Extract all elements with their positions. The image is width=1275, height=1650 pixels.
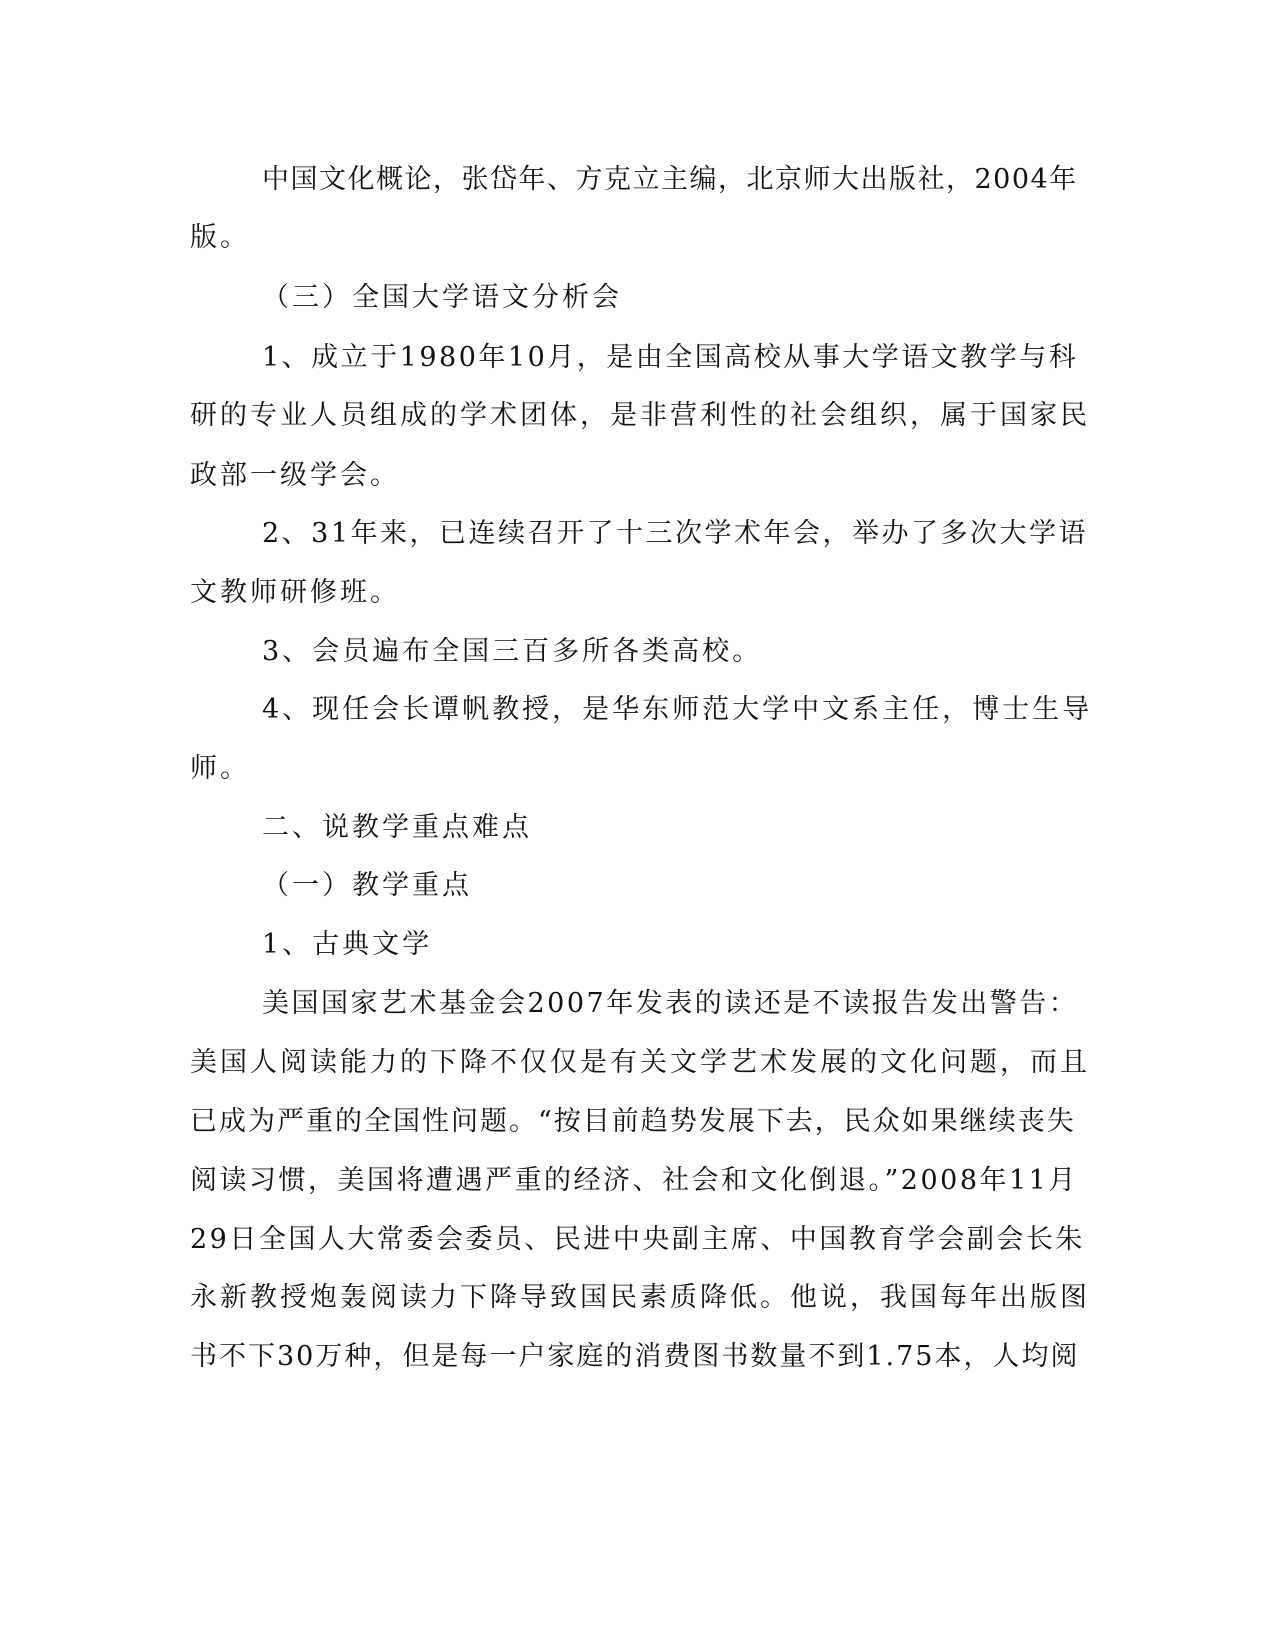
section-heading: 1、古典文学 bbox=[262, 929, 433, 960]
paragraph-line: 政部一级学会。 bbox=[190, 460, 400, 491]
section-heading: 二、说教学重点难点 bbox=[262, 812, 532, 843]
paragraph-line: 研的专业人员组成的学术团体，是非营利性的社会组织，属于国家民 bbox=[190, 400, 1090, 431]
paragraph-line: 4、现任会长谭帆教授，是华东师范大学中文系主任，博士生导 bbox=[262, 694, 1093, 725]
paragraph-line: 1、成立于1980年10月，是由全国高校从事大学语文教学与科 bbox=[262, 342, 1079, 373]
paragraph-line: 书不下30万种，但是每一户家庭的消费图书数量不到1.75本，人均阅 bbox=[190, 1341, 1080, 1372]
paragraph-line: 3、会员遍布全国三百多所各类高校。 bbox=[262, 636, 763, 667]
paragraph-line: 中国文化概论，张岱年、方克立主编，北京师大出版社，2004年 bbox=[262, 164, 1078, 195]
paragraph-line: 文教师研修班。 bbox=[190, 577, 400, 608]
section-heading: （三）全国大学语文分析会 bbox=[262, 282, 622, 313]
paragraph-line: 版。 bbox=[190, 222, 250, 253]
paragraph-line: 29日全国人大常委会委员、民进中央副主席、中国教育学会副会长朱 bbox=[190, 1224, 1085, 1255]
section-heading: （一）教学重点 bbox=[262, 870, 472, 901]
paragraph-line: 师。 bbox=[190, 753, 250, 784]
paragraph-line: 美国人阅读能力的下降不仅仅是有关文学艺术发展的文化问题，而且 bbox=[190, 1047, 1090, 1078]
paragraph-line: 永新教授炮轰阅读力下降导致国民素质降低。他说，我国每年出版图 bbox=[190, 1282, 1090, 1313]
paragraph-line: 美国国家艺术基金会2007年发表的读还是不读报告发出警告： bbox=[262, 988, 1079, 1019]
paragraph-line: 2、31年来，已连续召开了十三次学术年会，举办了多次大学语 bbox=[262, 518, 1089, 549]
paragraph-line: 阅读习惯，美国将遭遇严重的经济、社会和文化倒退。”2008年11月 bbox=[190, 1165, 1078, 1196]
paragraph-line: 已成为严重的全国性问题。“按目前趋势发展下去，民众如果继续丧失 bbox=[190, 1106, 1076, 1137]
